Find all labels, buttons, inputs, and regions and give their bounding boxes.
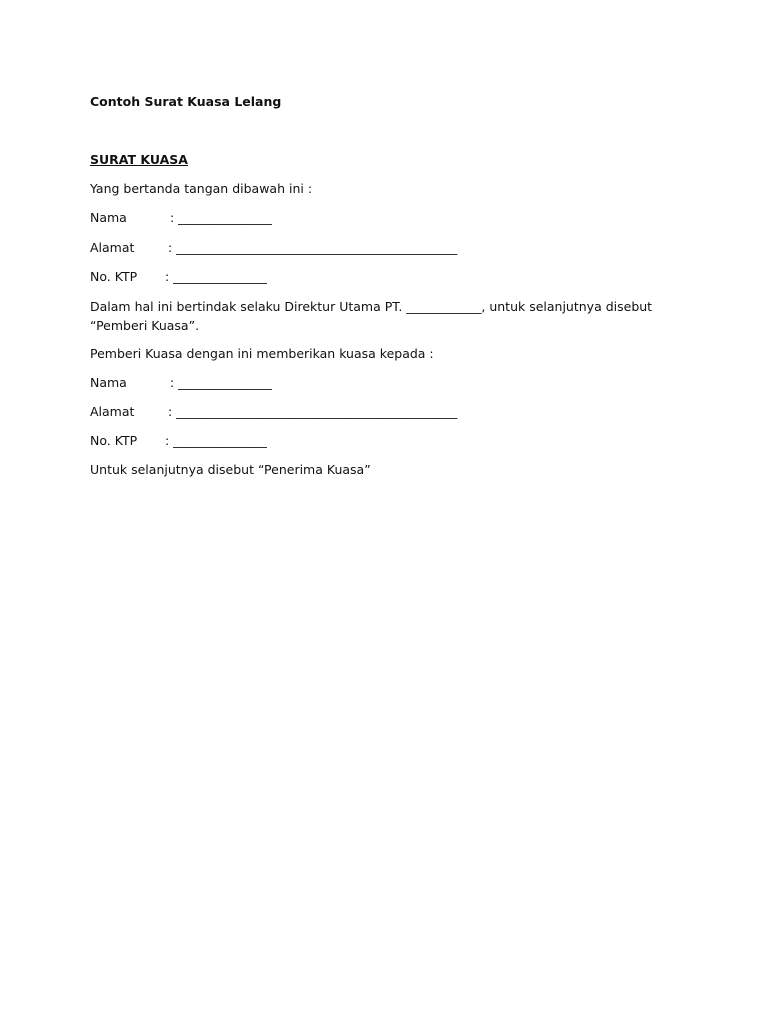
grantee-ktp-label: No. KTP [90, 433, 138, 448]
grantee-name-blank: : _______________ [170, 375, 272, 390]
grantee-statement: Untuk selanjutnya disebut “Penerima Kuasa” [90, 462, 371, 477]
document-title: Contoh Surat Kuasa Lelang [90, 94, 282, 109]
letter-heading: SURAT KUASA [90, 152, 188, 167]
grantor-ktp-blank: : _______________ [165, 269, 267, 284]
grantor-address-blank: : _____________________________________________ [168, 240, 458, 255]
grantee-address-label: Alamat [90, 404, 135, 419]
grantor-address-label: Alamat [90, 240, 135, 255]
grantor-statement: Dalam hal ini bertindak selaku Direktur Utama PT. ____________, untuk selanjutnya disebut “Pemberi Kuasa”. [90, 299, 653, 333]
grantor-name-label: Nama [90, 210, 127, 225]
grantor-ktp-label: No. KTP [90, 269, 138, 284]
grantee-ktp-blank: : _______________ [165, 433, 267, 448]
grantee-name-label: Nama [90, 375, 127, 390]
grantee-address-blank: : _____________________________________________ [168, 404, 458, 419]
intro-text: Yang bertanda tangan dibawah ini : [90, 181, 313, 196]
grantor-name-blank: : _______________ [170, 210, 272, 225]
grant-statement: Pemberi Kuasa dengan ini memberikan kuasa kepada : [90, 346, 434, 361]
